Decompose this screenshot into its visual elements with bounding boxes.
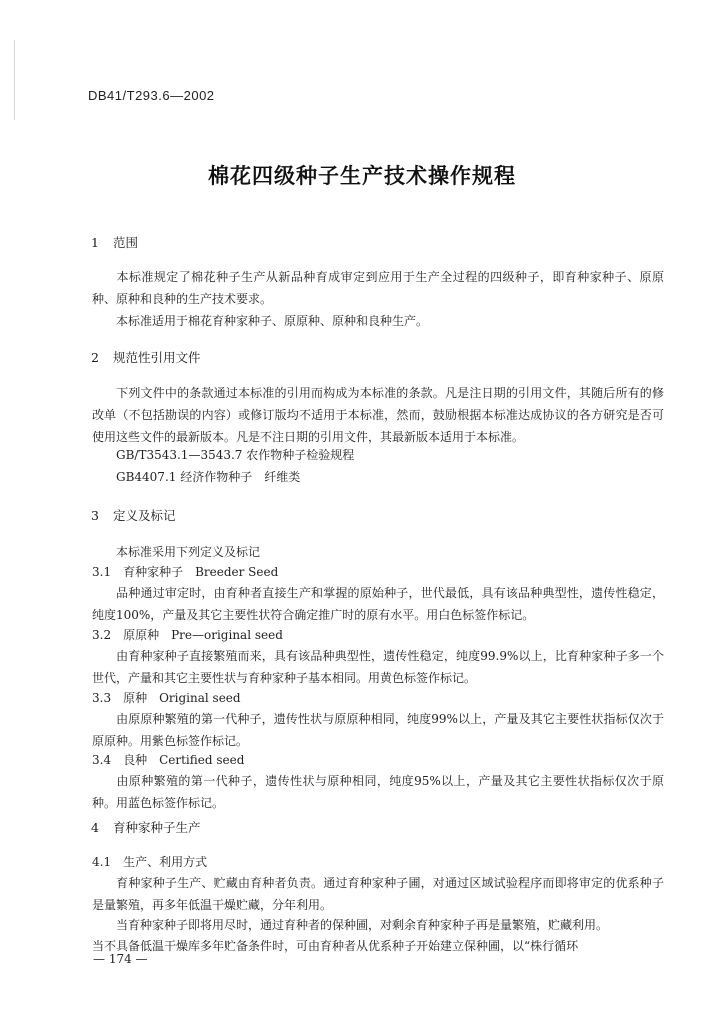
paragraph [92, 266, 664, 310]
paragraph-text: 本标准规定了棉花种子生产从新品种育成审定到应用于生产全过程的四级种子，即育种家种子、原原种、原种和良种的生产技术要求。 [92, 270, 664, 306]
section-title: 范围 [112, 235, 138, 250]
page-number: — 174 — [93, 952, 148, 966]
paragraph-text: 本标准适用于棉花育种家种子、原原种、原种和良种生产。 [116, 314, 429, 328]
section-number: 4 [91, 820, 99, 835]
section-title: 规范性引用文件 [112, 350, 201, 365]
paragraph-text: 下列文件中的条款通过本标准的引用而构成为本标准的条款。凡是注日期的引用文件，其随后所有的修改单（不包括勘误的内容）或修订版均不适用于本标准，然而，鼓励根据本标准达成协议的各方研究是否可使用这些文件的最新版本。凡是不注日期的引用文件，其最新版本适用于本标准。 [92, 386, 664, 444]
definition-text: 由育种家种子直接繁殖而来，具有该品种典型性，遗传性稳定，纯度99.9%以上，比育种家种子多一个世代，产量和其它主要性状与育种家种子基本相同。用黄色标签作标记。 [92, 649, 664, 685]
definition-heading: 3.2 原原种 Pre—original seed [92, 628, 283, 642]
page-title: 棉花四级种子生产技术操作规程 [208, 163, 516, 188]
section-heading-2 [91, 348, 201, 366]
paragraph: 当不具备低温干燥库多年贮备条件时，可由育种者从优系种子开始建立保种圃，以“株行循环 [92, 939, 579, 953]
reference-item: GB4407.1 经济作物种子 纤维类 [116, 470, 301, 484]
paragraph: 育种家种子生产、贮藏由育种者负责。通过育种家种子圃，对通过区域试验程序而即将审定的优系种子是量繁殖，再多年低温干燥贮藏，分年利用。 [92, 876, 664, 912]
definition-heading: 3.4 良种 Certified seed [92, 753, 245, 767]
section-heading-1 [91, 233, 138, 251]
paragraph: 当育种家种子即将用尽时，通过育种者的保种圃，对剩余育种家种子再是量繁殖，贮藏利用。 [116, 918, 609, 932]
paragraph [92, 382, 664, 448]
section-heading-4 [91, 818, 201, 836]
definition-text: 由原种繁殖的第一代种子，遗传性状与原种相同，纯度95%以上，产量及其它主要性状指标仅次于原种。用蓝色标签作标记。 [92, 774, 664, 810]
definitions-intro: 本标准采用下列定义及标记 [116, 545, 261, 559]
reference-item: GB/T3543.1—3543.7 农作物种子检验规程 [116, 448, 355, 462]
section-heading-3 [91, 506, 176, 524]
section-number: 1 [91, 235, 99, 250]
paragraph [92, 310, 664, 332]
section-number: 2 [91, 350, 99, 365]
definition-text: 品种通过审定时，由育种者直接生产和掌握的原始种子，世代最低，具有该品种典型性，遗传性稳定，纯度100%，产量及其它主要性状符合确定推广时的原有水平。用白色标签作标记。 [92, 586, 664, 622]
section-title: 定义及标记 [112, 508, 176, 523]
standard-code: DB41/T293.6—2002 [88, 88, 215, 103]
scan-margin-mark [14, 40, 15, 120]
subsection-heading: 4.1 生产、利用方式 [92, 855, 208, 869]
definition-heading: 3.3 原种 Original seed [92, 691, 241, 705]
section-number: 3 [91, 508, 99, 523]
section-title: 育种家种子生产 [112, 820, 201, 835]
definition-heading: 3.1 育种家种子 Breeder Seed [92, 565, 279, 579]
definition-text: 由原原种繁殖的第一代种子，遗传性状与原原种相同，纯度99%以上，产量及其它主要性状指标仅次于原原种。用紫色标签作标记。 [92, 712, 664, 748]
